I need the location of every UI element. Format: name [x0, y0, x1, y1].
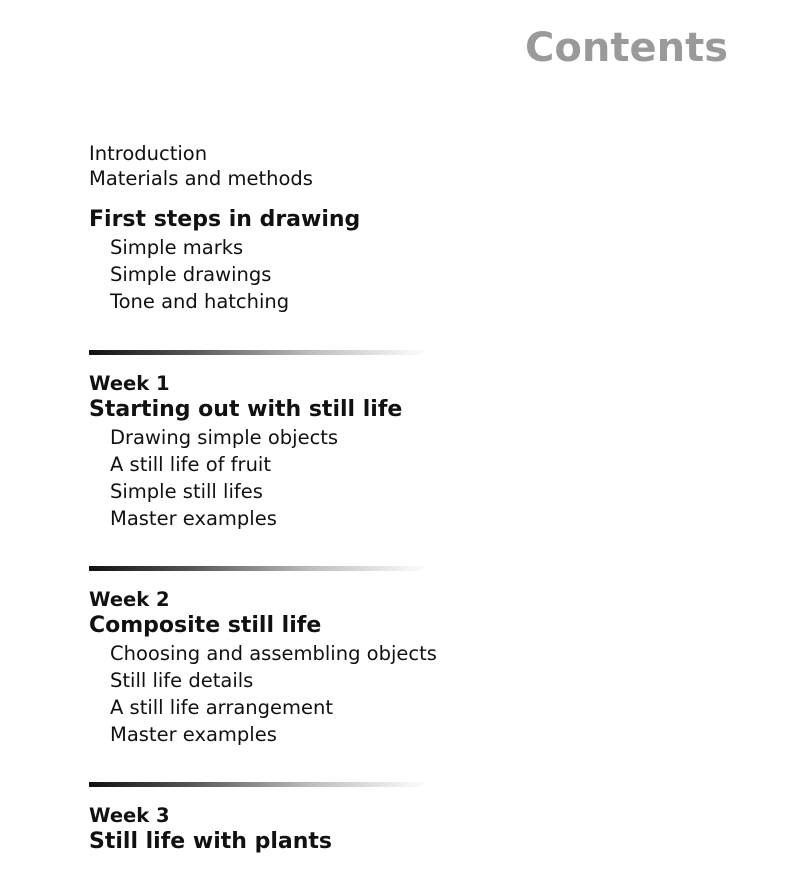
toc-entry[interactable]: A still life of fruit — [110, 453, 271, 476]
toc-entry[interactable]: Tone and hatching — [110, 290, 290, 313]
toc-entry[interactable]: Master examples — [110, 723, 277, 746]
toc-entry-introduction[interactable]: Introduction — [89, 142, 208, 165]
section-divider — [89, 350, 429, 355]
toc-entry[interactable]: Simple marks — [110, 236, 244, 259]
section-divider — [89, 782, 429, 787]
section-title[interactable]: Still life with plants — [89, 829, 332, 854]
toc-entry[interactable]: Still life details — [110, 669, 254, 692]
toc-entry-materials[interactable]: Materials and methods — [89, 167, 313, 190]
week-label: Week 3 — [89, 804, 170, 827]
section-divider — [89, 566, 429, 571]
page-title: Contents — [525, 25, 728, 71]
toc-entry[interactable]: A still life arrangement — [110, 696, 334, 719]
section-title[interactable]: Starting out with still life — [89, 397, 403, 422]
toc-entry[interactable]: Simple drawings — [110, 263, 272, 286]
intro-group — [89, 141, 729, 191]
section-title[interactable]: First steps in drawing — [89, 207, 361, 232]
week-label: Week 2 — [89, 588, 170, 611]
first-steps-section — [89, 206, 729, 315]
week-label: Week 1 — [89, 372, 170, 395]
week-3-section — [89, 782, 729, 856]
toc-entry[interactable]: Simple still lifes — [110, 480, 263, 503]
toc-entry[interactable]: Choosing and assembling objects — [110, 642, 437, 665]
toc-entry[interactable]: Master examples — [110, 507, 277, 530]
section-title[interactable]: Composite still life — [89, 613, 322, 638]
toc-entry[interactable]: Drawing simple objects — [110, 426, 339, 449]
week-2-section — [89, 566, 729, 748]
week-1-section — [89, 350, 729, 532]
table-of-contents — [89, 141, 729, 856]
